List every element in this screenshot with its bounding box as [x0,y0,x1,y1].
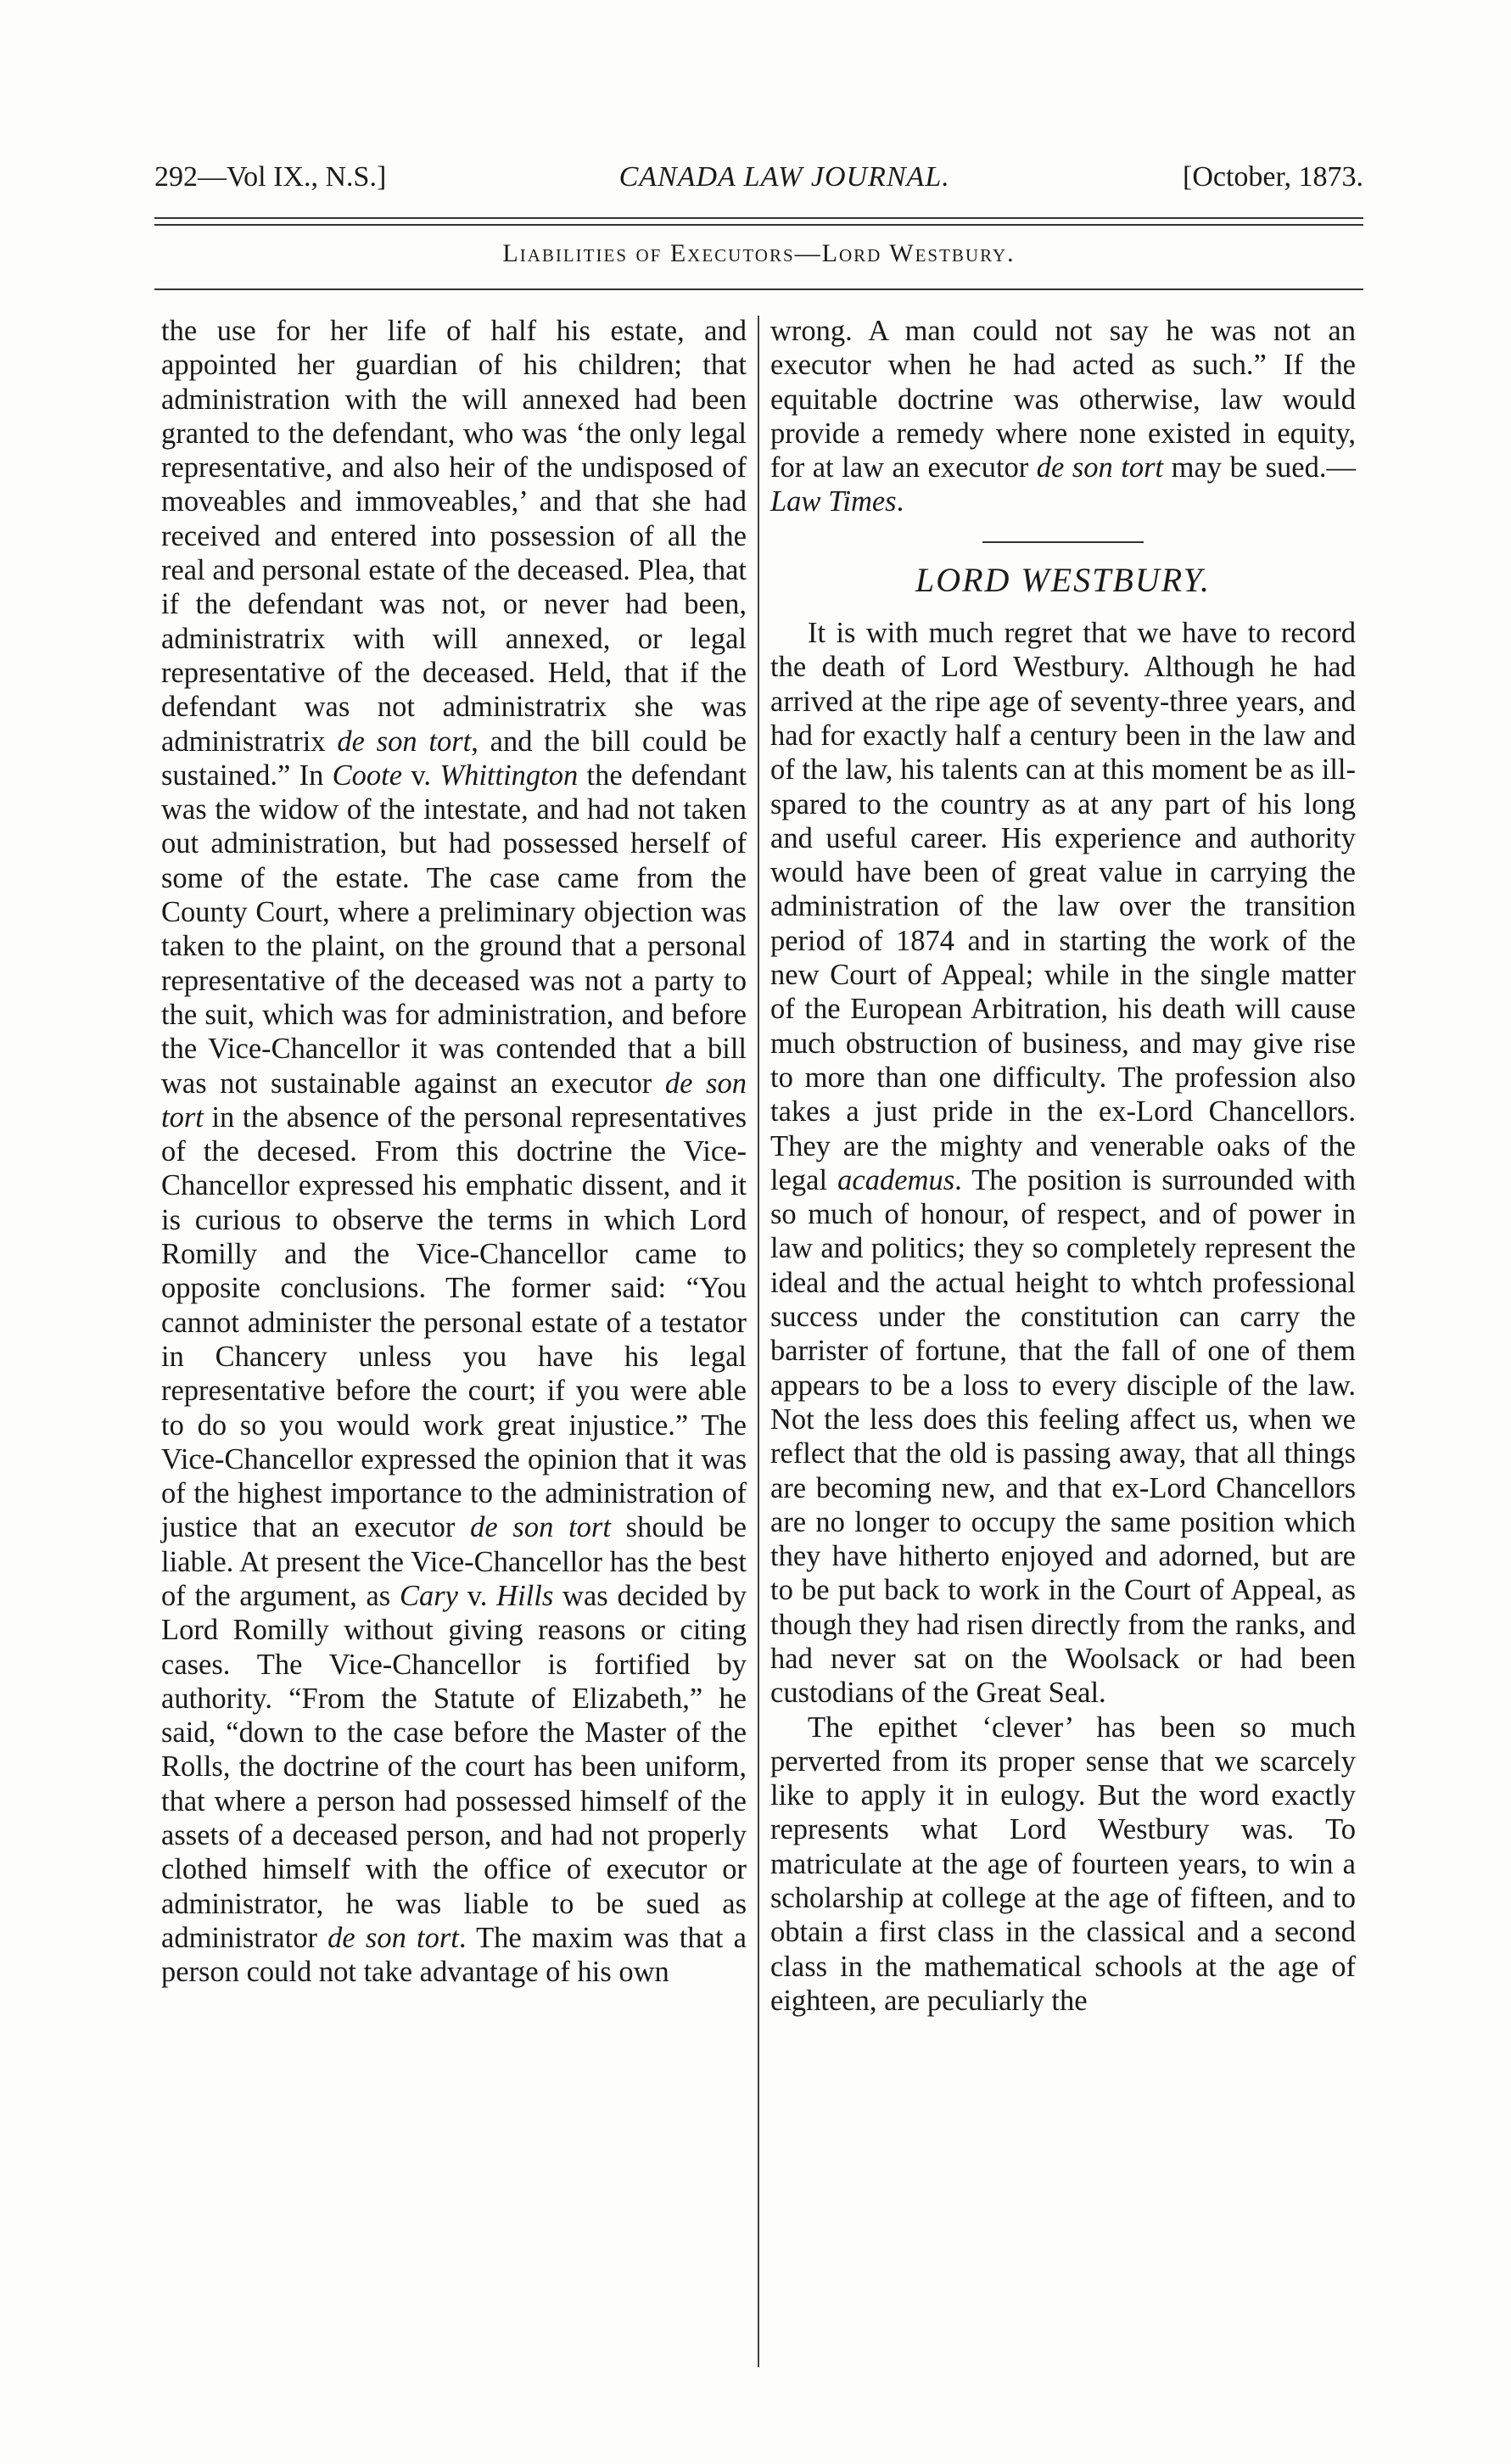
header-page-volume: 292—Vol IX., N.S.] [154,161,387,193]
previous-article-ending: wrong. A man could not say he was not an executor when he had acted as such.” If the equitable doctrine was otherwise, law would provide a remedy where none existed in equity, for at law an executor de son tort may be sued.—Law Times. [770,315,1356,518]
right-column [770,314,1356,2018]
column-divider [758,316,759,2367]
page-header [154,161,1363,193]
header-journal-title: CANADA LAW JOURNAL. [618,161,950,193]
section-rule [154,288,1363,290]
article-title: LORD WESTBURY. [915,560,1212,599]
article-separator [982,541,1144,543]
article-paragraph-2: The epithet ‘clever’ has been so much perverted from its proper sense that we scarcely like to apply it in eulogy. But the word exactly represents what Lord Westbury was. To matriculate at the age of fourteen years, to win a scholarship at college at the age of fifteen, and to obtain a first class in the classical and a second class in the mathematical schools at the age of eighteen, are peculiarly the [770,1711,1356,2017]
header-rule-bottom [154,224,1363,226]
left-column [161,314,747,1990]
running-title: Liabilities of Executors—Lord Westbury. [502,239,1016,267]
article-paragraph-1: It is with much regret that we have to record the death of Lord Westbury. Although he had arrived at the ripe age of seventy-three years, and had for exactly half a century been in the law and of the law, his talents can at this moment be as ill-spared to the country as at any part of his long and useful career. His experience and authority would have been of great value in carrying the administration of the law over the transition period of 1874 and in starting the work of the new Court of Appeal; while in the single matter of the European Arbitration, his death will cause much obstruction of business, and may give rise to more than one difficulty. The profession also takes a just pride in the ex-Lord Chancellors. They are the mighty and venerable oaks of the legal academus. The position is surrounded with so much of honour, of respect, and of power in law and politics; they so completely represent the ideal and the actual height to whtch professional success under the constitution can carry the barrister of fortune, that the fall of one of them appears to be a loss to every disciple of the law. Not the less does this feeling affect us, when we reflect that the old is passing away, that all things are becoming new, and that ex-Lord Chancellors are no longer to occupy the same position which they have hitherto enjoyed and adorned, but are to be put back to work in the Court of Appeal, as though they had risen directly from the ranks, and had never sat on the Woolsack or had been custodians of the Great Seal. [770,617,1357,1710]
header-date: [October, 1873. [1183,161,1363,193]
header-rule-top [154,217,1363,219]
left-column-text: the use for her life of half his estate, and appointed her guardian of his children; that administration with the will annexed had been granted to the defendant, who was ‘the only legal representative, and also heir of the undisposed of moveables and immoveables,’ and that she had received and entered into possession of all the real and personal estate of the deceased. Plea, that if the defendant was not, or never had been, administratrix with will annexed, or legal representative of the deceased. Held, that if the defendant was not administratrix she was administratrix de son tort, and the bill could be sustained.” In Coote v. Whittington the defendant was the widow of the intestate, and had not taken out administration, but had possessed herself of some of the estate. The case came from the County Court, where a preliminary objection was taken to the plaint, on the ground that a personal representative of the deceased was not a party to the suit, which was for administration, and before the Vice-Chancellor it was contended that a bill was not sustainable against an executor de son tort in the absence of the personal representatives of the decesed. From this doctrine the Vice-Chancellor expressed his emphatic dissent, and it is curious to observe the terms in which Lord Romilly and the Vice-Chancellor came to opposite conclusions. The former said: “You cannot administer the personal estate of a testator in Chancery unless you have his legal representative before the court; if you were able to do so you would work great injustice.” The Vice-Chancellor expressed the opinion that it was of the highest importance to the administration of justice that an executor de son tort should be liable. At present the Vice-Chancellor has the best of the argument, as Cary v. Hills was decided by Lord Romilly without giving reasons or citing cases. The Vice-Chancellor is fortified by authority. “From the Statute of Elizabeth,” he said, “down to the case before the Master of the Rolls, the doctrine of the court has been uniform, that where a person had possessed himself of the assets of a deceased person, and had not properly clothed himself with the office of executor or administrator, he was liable to be sued as administrator de son tort. The maxim was that a person could not take advantage of his own [161,315,747,1989]
